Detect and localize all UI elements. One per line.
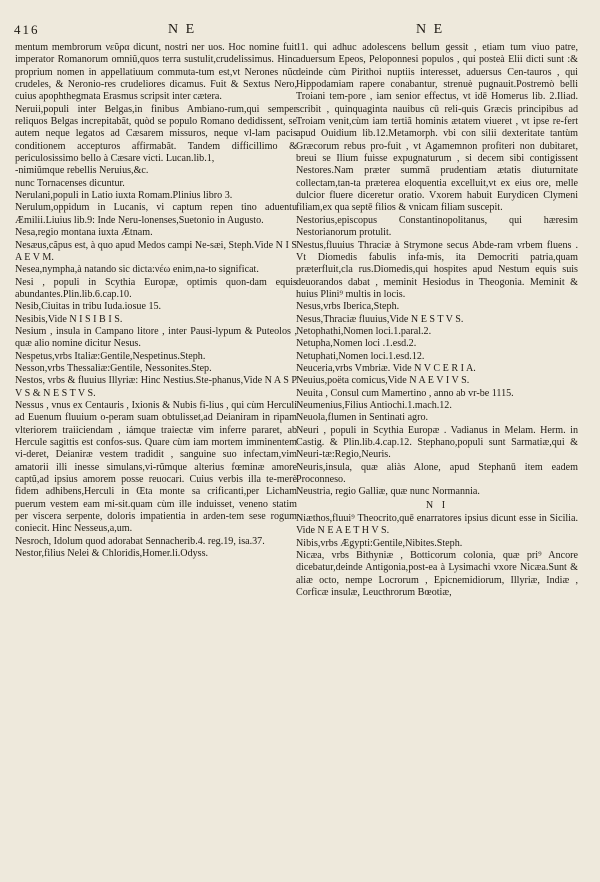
entry-nerulani: Nerulani,populi in Latio iuxta Romam.Plinius libro 3. (15, 190, 233, 202)
entry-nesi: Nesi , populi in Scythia Europæ, optimis quon-dam equis abundantes.Plin.lib.6.cap.10. (15, 276, 297, 300)
entry-neuri: Neuri , populi in Scythia Europæ . Vadianus in Melam. Herm. in Castig. & Plin.lib.4.cap.12. Stephano,populi sunt Sarmatiæ,qui & Neuri-tæ:Regio,Neuris. (296, 424, 578, 461)
entry-nesson: Nesson,vrbs Thessaliæ:Gentile, Nessonites.Step. (15, 362, 212, 374)
section-divider: N I (425, 499, 449, 511)
entry-niaethos: Niæthos,fluui⁹ Theocrito,quē enarratores ipsius dicunt esse in Sicilia. Vide N E A E T H V S. (296, 513, 578, 537)
entry-neuius: Neuius,poëta comicus,Vide N A E V I V S. (296, 375, 470, 387)
page-header (0, 22, 600, 42)
entry-nesaeus: Nesæus,cãpus est, à quo apud Medos campi Ne-sæi, Steph.Vide N I S A E V M. (15, 239, 297, 263)
entry-nestor-cont: 11. qui adhuc adolescens bellum gessit , etiam tum viuo patre, aduersum Epeos, Peloponnesi populos , qui posteà Elii dicti sunt :& deinde cùm Pirithoi nuptiis interesset, aduersus Cen-tauros , qui Hippodamiam rapere conabantur, strenuè pugnauit.Postremò belli Troiani tem-pore , iam senior effectus, vt idē Homerus lib. 2.Iliad. scribit , quinquaginta nauibus cū reli-quis Græcis principibus ad Troiam venit,cùm iam tertiã hominis ætatem viueret , vt ipse re-fert apud Ouidium lib.12.Metamorph. vbi con silii dexteritate tantùm Græcorum rebus pro-fuit , vt Agamemnon profiteri non dubitaret, breui se Ilium fuisse expugnaturum , si decem sibi contigissent Nestores.Nam præter summā prudentiam ætatis diuturnitate collectam,tan-ta præterea eloquentia excelluit,vt ex eius ore, melle dulcior fluere diceretur oratio. Vxorem habuit Eurydicen Clymeni filiam,ex qua septē filios & vnicam filiam suscepit. (296, 42, 578, 214)
entry-nesium: Nesium , insula in Campano litore , inter Pausi-lypum & Puteolos , quæ alio nomine dicitur Nesus. (15, 325, 297, 350)
entry-quote: -nimiũmque rebellis Neruius,&c. (15, 165, 149, 177)
entry-nicaea: Nicæa, vrbs Bithyniæ , Botticorum colonia, quæ pri⁹ Ancore dicebatur,deinde Antigonia,post-ea à Lysimachi vxore Nicæa.Sunt & aliæ octo, nempe Locrorum , Epicnemidiorum, Illyriæ, Indiæ , Corficæ insulæ, Leucthrorum Bœotiæ, (296, 550, 578, 599)
entry-nero-cont: mentum membrorum νεῦρα dicunt, nostri ner uos. Hoc nomine fuit imperator Romanorum omniũ,quos terra sustulit,crudelissimus. Hinc proprium nomen in appellatiuum commuta-tum est,vt Nerones nũc crudeles, & Neronio-res crudeliores dicamus. Fuit & Sextus Nero, cuius apophthegmata Erasmus scripsit inter cætera. (15, 42, 297, 103)
entry-nesa: Nesa,regio montana iuxta Ætnam. (15, 227, 153, 239)
entry-nestos: Nestos, vrbs & fluuius Illyriæ: Hinc Nestius.Ste-phanus,Vide N A S P V S & N E S T V S. (15, 375, 297, 399)
page-number: 416 (14, 22, 40, 37)
entry-neuris: Neuris,insula, quæ aliàs Alone, apud Stephanū item eadem Proconneso. (296, 461, 578, 486)
left-column (15, 42, 297, 560)
entry-nesroch: Nesroch, Idolum quod adorabat Sennacherib.4. reg.19, isa.37. (15, 535, 265, 547)
entry-nibis: Nibis,vrbs Ægypti:Gentile,Nibites.Steph. (296, 537, 463, 549)
entry-netupha: Netupha,Nomen loci .1.esd.2. (296, 338, 417, 350)
entry-nessus: Nessus , vnus ex Centauris , Ixionis & Nubis fi-lius , qui cùm Herculi ad Euenum fluuium o-peram suam obtulisset,ad Deianiram in ripam vlteriorem traiiciendam , iámque traiectæ vim inferre pararet, ab Hercule sagittis est confos-sus. Quare cùm iam mortem imminentem vi-deret, Deianiræ vestem tradidit , sanguine suo infectam,vim amatorii illi inesse simulans,vi-rũmque alterius fœminæ amore captũ,ad ipsius amorem posse reuocari. Cuius verbis illa te-merè fidem adhibens,Herculi in Œta monte sa crificanti,per Licham puerum vestem eam mi-sit.quam cùm ille induisset, veneno statim per viscera serpente, doloris impatientia in arden-tem sese rogum coniecit. Hinc Nesseus,a,um. (15, 399, 297, 535)
entry-nesibis: Nesibis,Vide N I S I B I S. (15, 313, 123, 325)
entry-nestus: Nestus,fluuius Thraciæ à Strymone secus Abde-ram vrbem fluens . Vt Diomedis fabulis infa-mis, ita Democriti patria,quam præterfluit,cla rus.Diomedis,qui hospites apud Nestum equis suis deuorandos dabat , meminit Hesiodus in Theogonia. Meminit & huius Plini⁹ multis in locis. (296, 239, 578, 300)
entry-netophathi: Netophathi,Nomen loci.1.paral.2. (296, 325, 432, 337)
entry-nesea: Nesea,nympha,à natando sic dicta:νέω enim,na-to significat. (15, 264, 259, 276)
entry-neuita: Neuita , Consul cum Mamertino , anno ab vr-be 1115. (296, 387, 514, 399)
entry-nestorius: Nestorius,episcopus Constantinopolitanus, qui hæresim Nestorianorum protulit. (296, 214, 578, 239)
header-letters-left: N E (168, 22, 197, 37)
entry-neuceria: Neuceria,vrbs Vmbriæ. Vide N V C E R I A. (296, 362, 476, 374)
right-column (296, 42, 578, 599)
entry-nesus-iberica: Nesus,vrbs Iberica,Steph. (296, 301, 400, 313)
entry-neruii: Neruii,populi inter Belgas,in finibus Ambiano-rum,qui semper reliquos Belgas increpitabãt, quòd se populo Romano dedidissent, se autem neque legatos ad Cæsarem missuros, neque vl-lam pacis conditionem accepturos affirmabãt. Tandem difficillimo & periculosissimo bello à Cæsare victi. Lucan.lib.1, (15, 103, 297, 165)
entry-netuphati: Netuphati,Nomen loci.1.esd.12. (296, 350, 425, 362)
entry-nesib: Nesib,Ciuitas in tribu Iuda.iosue 15. (15, 301, 162, 313)
entry-neuola: Neuola,flumen in Sentinati agro. (296, 412, 429, 424)
entry-nespetus: Nespetus,vrbs Italiæ:Gentile,Nespetinus.Steph. (15, 350, 206, 362)
entry-nesus-thraciae: Nesus,Thraciæ fluuius,Vide N E S T V S. (296, 313, 464, 325)
entry-neustria: Neustria, regio Galliæ, quæ nunc Normannia. (296, 486, 480, 498)
entry-nestor: Nestor,filius Nelei & Chloridis,Homer.li.Odyss. (15, 548, 209, 560)
entry-note: nunc Tornacenses dicuntur. (15, 177, 125, 189)
entry-nerulum: Nerulum,oppidum in Lucanis, vi captum repen tino aduentu Æmilii.Liuius lib.9: Inde Neru-lonenses,Suetonio in Augusto. (15, 202, 297, 226)
entry-neumenius: Neumenius,Filius Antiochi.1.mach.12. (296, 399, 452, 411)
header-letters-right: N E (416, 22, 445, 37)
